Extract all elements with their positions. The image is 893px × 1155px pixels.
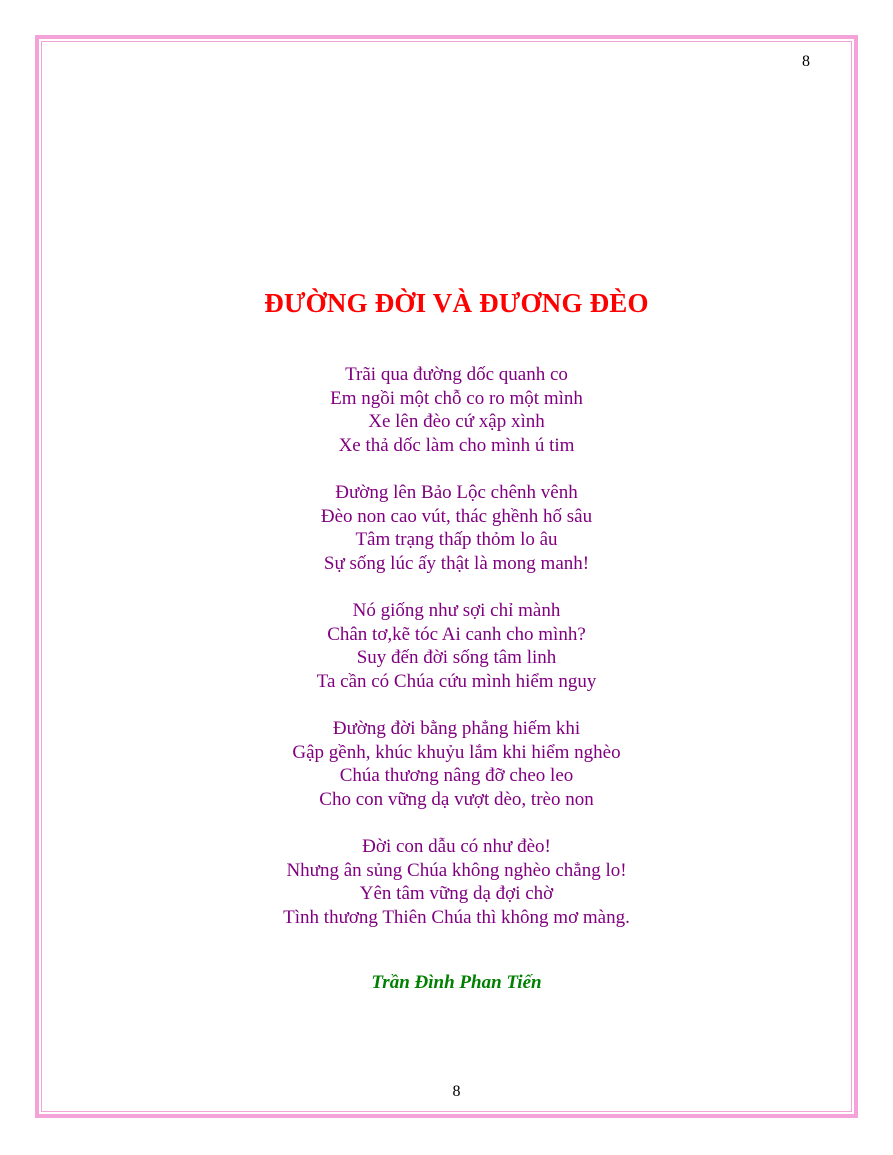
poem-line: Xe lên đèo cứ xập xình <box>368 411 545 432</box>
poem-line: Tâm trạng thấp thỏm lo âu <box>355 529 558 550</box>
poem-line: Ta cần có Chúa cứu mình hiểm nguy <box>316 670 597 692</box>
poem-line: Trãi qua đường dốc quanh co <box>345 364 568 385</box>
poem-author: Trần Đình Phan Tiến <box>371 972 542 993</box>
poem-line: Sự sống lúc ấy thật là mong manh! <box>323 552 590 574</box>
poem-line: Nhưng ân sủng Chúa không nghèo chẳng lo! <box>286 859 627 881</box>
stanza-5 <box>0 835 893 929</box>
poem-line: Xe thả dốc làm cho mình ú tim <box>338 434 575 456</box>
poem-line: Suy đến đời sống tâm linh <box>356 647 557 668</box>
poem-line: Tình thương Thiên Chúa thì không mơ màng. <box>283 906 630 928</box>
page-number-top: 8 <box>802 53 810 70</box>
poem-line: Đời con dẫu có như đèo! <box>362 836 551 857</box>
poem-line: Yên tâm vững dạ đợi chờ <box>359 883 554 904</box>
stanza-2 <box>0 481 893 575</box>
poem-line: Nó giống như sợi chỉ mành <box>352 600 561 621</box>
poem-line: Gập gềnh, khúc khuỷu lắm khi hiểm nghèo <box>292 741 621 763</box>
stanza-4 <box>0 717 893 811</box>
poem-body <box>0 363 893 953</box>
poem-line: Đường lên Bảo Lộc chênh vênh <box>335 482 578 503</box>
page-number-bottom: 8 <box>452 1083 461 1100</box>
poem-line: Chúa thương nâng đỡ cheo leo <box>339 765 574 786</box>
poem-line: Đèo non cao vút, thác ghềnh hố sâu <box>320 505 593 527</box>
poem-line: Em ngồi một chỗ co ro một mình <box>330 387 583 409</box>
poem-title: ĐƯỜNG ĐỜI VÀ ĐƯƠNG ĐÈO <box>264 288 649 318</box>
stanza-3 <box>0 599 893 693</box>
poem-line: Đường đời bằng phẳng hiếm khi <box>332 718 581 739</box>
poem-line: Chân tơ,kẽ tóc Ai canh cho mình? <box>327 623 586 645</box>
poem-line: Cho con vững dạ vượt dèo, trèo non <box>319 788 594 810</box>
stanza-1 <box>0 363 893 457</box>
